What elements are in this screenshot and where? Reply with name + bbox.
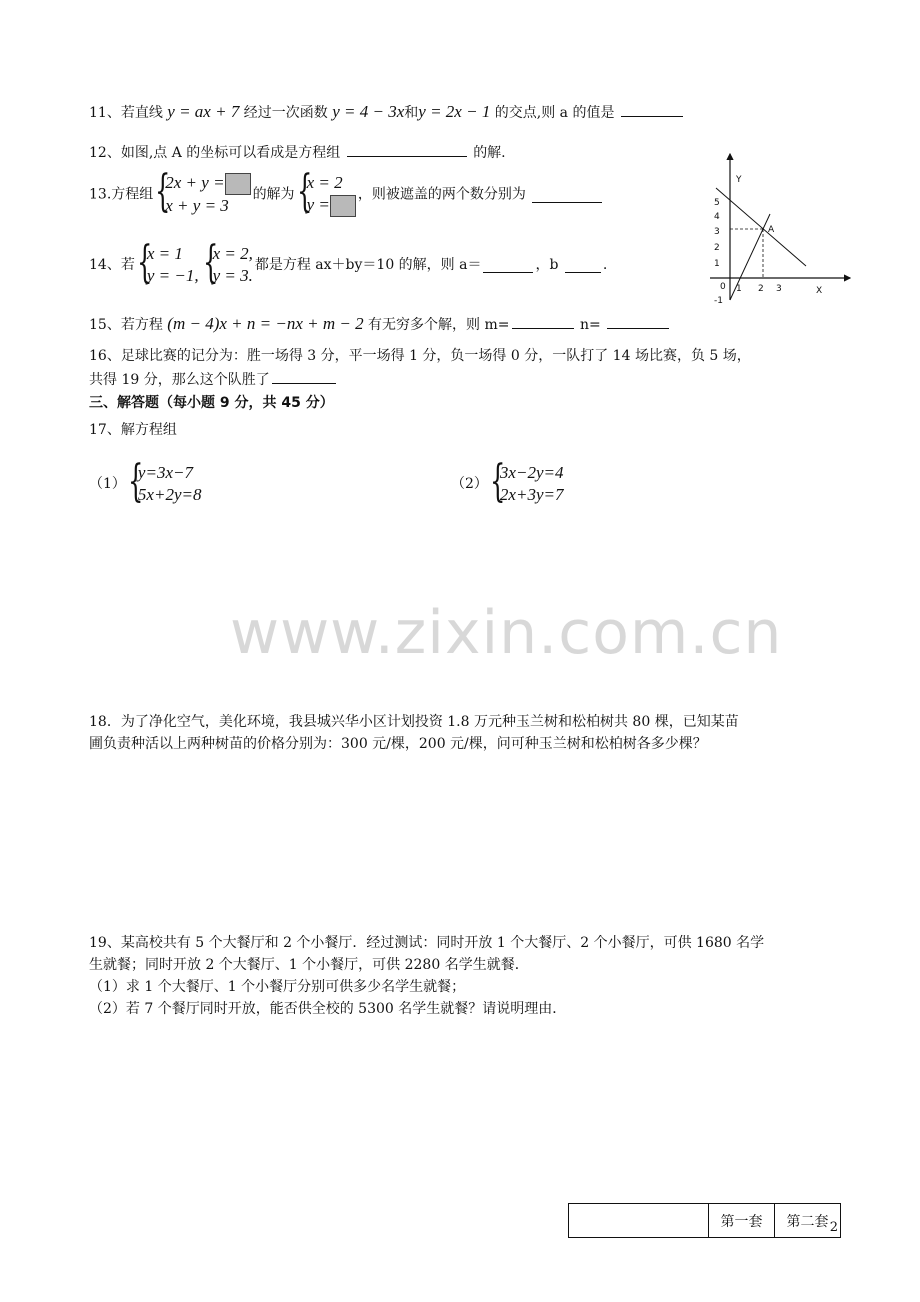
- y-tick-label: 2: [714, 243, 720, 253]
- answer-blank-a[interactable]: [483, 257, 533, 273]
- q11-equation-1: y = 4 − 3x: [332, 102, 405, 121]
- y-axis-label: Y: [736, 175, 742, 185]
- question-14: 14、若 { x = 1 y = −1, { x = 2, y = 3. 都是方程 ax＋by＝10 的解，则 a＝ ，b .: [89, 237, 608, 288]
- brace: {: [296, 166, 312, 217]
- origin-label: 0: [720, 282, 726, 292]
- tab-set-2[interactable]: [774, 1204, 840, 1237]
- page-number: 2: [829, 1220, 838, 1235]
- covered-number-box: [330, 195, 356, 217]
- answer-blank-b[interactable]: [565, 257, 601, 273]
- x-axis-label: X: [816, 286, 823, 296]
- x-tick-label: 3: [776, 284, 782, 294]
- answer-blank[interactable]: [272, 368, 336, 384]
- answer-blank[interactable]: [621, 101, 683, 117]
- tab-set-1[interactable]: 第一套: [708, 1204, 774, 1237]
- question-19: 19、某高校共有 5 个大餐厅和 2 个小餐厅．经过测试：同时开放 1 个大餐厅、2 个小餐厅，可供 1680 名学 生就餐；同时开放 2 个大餐厅、1 个小餐厅，可供 2280 名学生就餐． （1）求 1 个大餐厅、1 个小餐厅分别可供多少名学生就餐； （2）若 7 个餐厅同时开放，能否供全校的 5300 名学生就餐？请说明理由．: [89, 935, 765, 1017]
- brace: {: [155, 166, 171, 217]
- brace: {: [202, 237, 218, 288]
- coordinate-graph: [700, 150, 855, 305]
- brace: {: [136, 237, 153, 288]
- question-13: 13.方程组 { 2x + y = x + y = 3 的解为 { x = 2 y = ，则被遮盖的两个数分别为: [89, 172, 604, 217]
- q15-equation: (m − 4)x + n = −nx + m − 2: [167, 314, 364, 333]
- q17-part-2: （2） { 3x−2y=4 2x+3y=7: [451, 456, 564, 507]
- answer-blank-m[interactable]: [512, 313, 574, 329]
- y-tick-label: -1: [714, 296, 723, 305]
- question-15: 15、若方程 (m − 4)x + n = −nx + m − 2 有无穷多个解，则 m= n=: [89, 313, 671, 335]
- x-tick-label: 2: [758, 284, 764, 294]
- score-table: [568, 1203, 841, 1238]
- point-a-label: A: [768, 225, 775, 235]
- y-tick-label: 3: [714, 227, 720, 237]
- q11-equation-line: y = ax + 7: [167, 102, 240, 121]
- answer-blank-n[interactable]: [607, 313, 669, 329]
- answer-blank[interactable]: [347, 141, 467, 157]
- y-tick-label: 5: [714, 198, 720, 208]
- q11-equation-2: y = 2x − 1: [418, 102, 491, 121]
- watermark: www.zixin.com.cn: [230, 598, 783, 668]
- tab-set-2-label: 第二套: [786, 1213, 829, 1230]
- line-increasing: [730, 214, 770, 300]
- q14-system-b: { x = 2, y = 3.: [202, 237, 253, 288]
- answer-blank[interactable]: [532, 187, 602, 203]
- brace: {: [127, 456, 144, 507]
- question-11: 11、若直线 y = ax + 7 经过一次函数 y = 4 − 3x和y = 2x − 1 的交点,则 a 的值是: [89, 101, 685, 123]
- q13-solution-system: { x = 2 y =: [297, 172, 356, 217]
- section-heading: 三、解答题（每小题 9 分，共 45 分）: [89, 395, 334, 411]
- question-12: 12、如图,点 A 的坐标可以看成是方程组 的解.: [89, 141, 506, 163]
- q17-part-1: （1） { y=3x−7 5x+2y=8: [89, 456, 202, 507]
- brace: {: [489, 456, 506, 507]
- x-tick-label: 1: [736, 284, 742, 294]
- q14-system-a: { x = 1 y = −1,: [136, 237, 199, 288]
- q17-system-2: { 3x−2y=4 2x+3y=7: [489, 456, 564, 507]
- y-tick-label: 4: [714, 212, 720, 222]
- question-17-title: 17、解方程组: [89, 422, 177, 438]
- covered-number-box: [225, 173, 251, 195]
- y-tick-label: 1: [714, 259, 720, 269]
- question-16: 16、足球比赛的记分为：胜一场得 3 分，平一场得 1 分，负一场得 0 分，一队打了 14 场比赛，负 5 场， 共得 19 分，那么这个队胜了: [89, 348, 751, 388]
- question-18: 18．为了净化空气，美化环境，我县城兴华小区计划投资 1.8 万元种玉兰树和松柏树共 80 棵，已知某苗 圃负责种活以上两种树苗的价格分别为：300 元/棵，200 元/棵，问可种玉兰树和松柏树各多少棵？: [89, 714, 739, 752]
- q17-system-1: { y=3x−7 5x+2y=8: [127, 456, 202, 507]
- q13-equation-system: { 2x + y = x + y = 3: [155, 172, 250, 217]
- score-cell-blank[interactable]: [569, 1204, 708, 1237]
